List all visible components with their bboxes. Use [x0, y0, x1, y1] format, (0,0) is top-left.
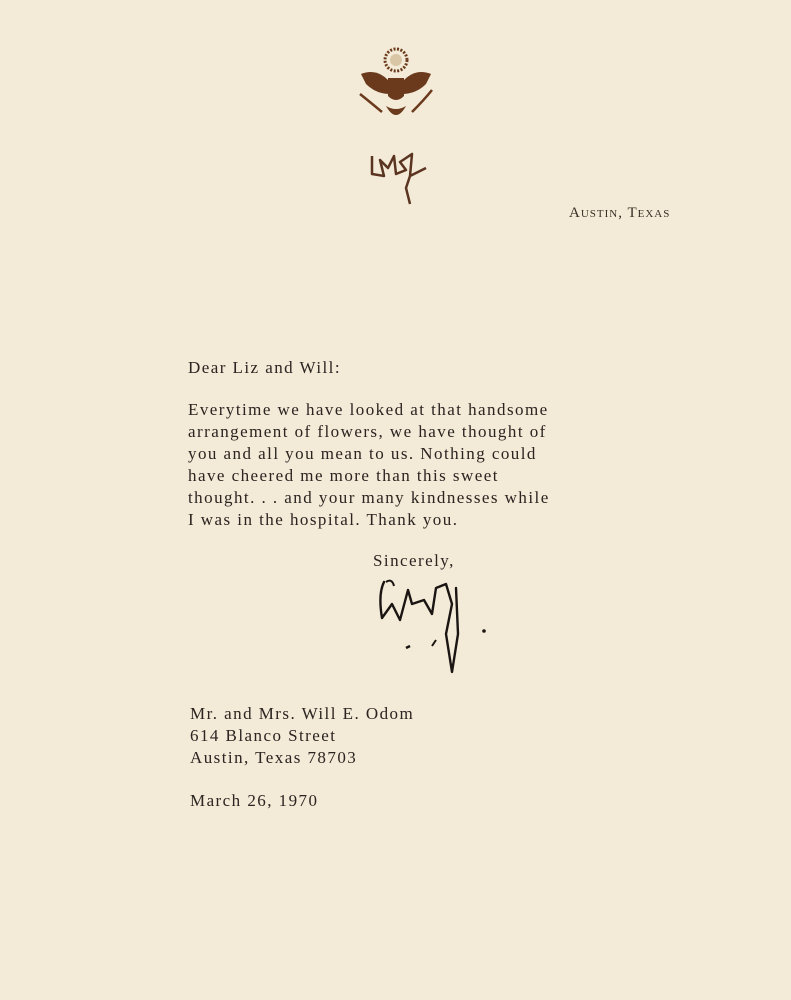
seal-emblem	[356, 44, 436, 130]
letterhead-location: Austin, Texas	[569, 205, 671, 221]
body-line: Everytime we have looked at that handsome	[188, 400, 549, 419]
address-line: Mr. and Mrs. Will E. Odom	[190, 704, 415, 723]
salutation: Dear Liz and Will:	[188, 358, 342, 377]
address-line: Austin, Texas 78703	[190, 748, 358, 767]
monogram-emblem	[370, 148, 430, 206]
letter-date: March 26, 1970	[190, 791, 319, 810]
signature	[374, 574, 494, 676]
body-line: you and all you mean to us. Nothing could	[188, 444, 537, 463]
address-line: 614 Blanco Street	[190, 726, 337, 745]
closing: Sincerely,	[373, 551, 455, 570]
body-line: arrangement of flowers, we have thought of	[188, 422, 547, 441]
body-line: thought. . . and your many kindnesses while	[188, 488, 550, 507]
body-line: have cheered me more than this sweet	[188, 466, 499, 485]
body-line: I was in the hospital. Thank you.	[188, 510, 459, 529]
